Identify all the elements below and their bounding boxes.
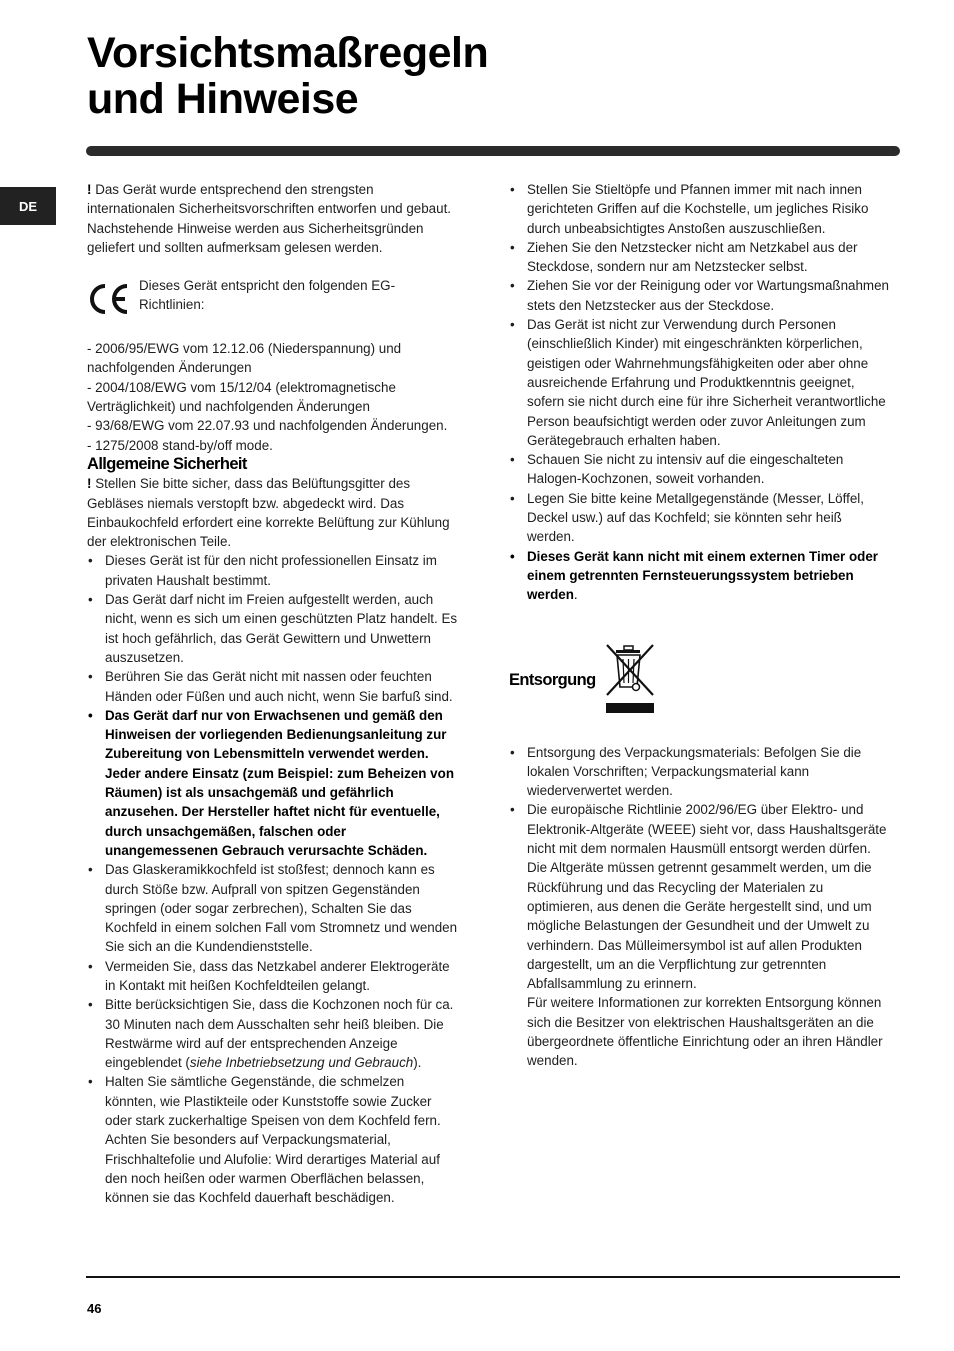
safety-list xyxy=(87,551,459,1207)
intro-text: Das Gerät wurde entsprechend den strengsten internationalen Sicherheitsvorschriften entworfen und gebaut. Nachstehende Hinweise werden aus Sicherheitsgründen geliefert und sollten aufmerksam gelesen werden. xyxy=(87,182,452,255)
list-item-important xyxy=(509,547,889,605)
list-item: • Die europäische Richtlinie 2002/96/EG über Elektro- und Elektronik-Altgeräte (WEEE) sieht vor, dass Haushaltsgeräte nicht mit dem normalen Hausmüll entsorgt werden dürfen. Die Altgeräte müssen getrennt gesammelt werden, um die Rückführung und das Recycling der Materialen zu optimieren, aus denen die Geräte hergestellt sind, und um mögliche Belastungen der Gesundheit und der Umwelt zu verhindern. Das Mülleimersymbol ist auf allen Produkten dargestellt, um an die Verpflichtung zur getrennten Abfallsammlung zu erinnern. xyxy=(509,800,889,993)
list-item: • Stellen Sie Stieltöpfe und Pfannen immer mit nach innen gerichteten Griffen auf die Kochstelle, um jegliches Risiko durch unbeabsichtigtes Anstoßen auszuschließen. xyxy=(509,180,889,238)
crossed-out-wheelie-bin-icon xyxy=(602,641,658,715)
page-title-line-2: und Hinweise xyxy=(87,75,359,123)
ce-conformity xyxy=(87,276,459,317)
safety-intro-text: Stellen Sie bitte sicher, dass das Belüftungsgitter des Gebläses niemals verstopft bzw. abgedeckt wird. Das Einbaukochfeld erfordert eine korrekte Belüftung zur Kühlung der elektronischen Teile. xyxy=(87,476,450,550)
list-item: • Vermeiden Sie, dass das Netzkabel anderer Elektrogeräte in Kontakt mit heißen Kochfeldteilen gelangt. xyxy=(87,957,459,996)
directive-item: - 93/68/EWG vom 22.07.93 und nachfolgenden Änderungen. xyxy=(87,418,448,434)
disposal-note: Für weitere Informationen zur korrekten Entsorgung können sich die Besitzer von elektrischen Haushaltsgeräten an die übergeordnete öffentliche Einrichtung oder an ihren Händler wenden. xyxy=(527,995,883,1069)
page-title-line-1: Vorsichtsmaßregeln xyxy=(87,29,489,77)
list-item-text: Bitte berücksichtigen Sie, dass die Kochzonen noch für ca. 30 Minuten nach dem Ausschalten sehr heiß bleiben. Die Restwärme wird auf der entsprechenden Anzeige eingeblendet ( xyxy=(105,997,454,1071)
list-item-text-end: ). xyxy=(413,1055,422,1071)
intro-paragraph xyxy=(87,180,459,257)
cross-reference: siehe Inbetriebsetzung und Gebrauch xyxy=(189,1055,414,1071)
directive-item: - 2006/95/EWG vom 12.12.06 (Niederspannung) und nachfolgenden Änderungen xyxy=(87,341,402,376)
page-number: 46 xyxy=(87,1301,102,1316)
disposal-heading: Entsorgung xyxy=(509,671,596,690)
directive-item: - 2004/108/EWG vom 15/12/04 (elektromagnetische Verträglichkeit) und nachfolgenden Änderungen xyxy=(87,379,396,415)
list-item: • Halten Sie sämtliche Gegenstände, die schmelzen könnten, wie Plastikteile oder Kunststoffe sowie Zucker oder stark zuckerhaltige Speisen von dem Kochfeld fern. Achten Sie besonders auf Verpackungsmaterial, Frischhaltefolie und Alufolie: Wird derartiges Material auf den noch heißen oder warmen Oberflächen belassen, können sie das Kochfeld dauerhaft beschädigen. xyxy=(87,1072,459,1207)
list-item-text-end: . xyxy=(573,587,578,603)
list-item: • Ziehen Sie vor der Reinigung oder vor Wartungsmaßnahmen stets den Netzstecker aus der Steckdose. xyxy=(509,276,889,315)
list-item: • Das Glaskeramikkochfeld ist stoßfest; dennoch kann es durch Stöße bzw. Aufprall von spitzen Gegenständen springen (oder sogar zerbrechen), Schalten Sie das Kochfeld in einem solchen Fall vom Stromnetz und wenden Sie sich an die Kundendienststelle. xyxy=(87,860,459,956)
list-item: • Schauen Sie nicht zu intensiv auf die eingeschalteten Halogen-Kochzonen, soweit vorhanden. xyxy=(509,450,889,489)
list-item-important: • Das Gerät darf nur von Erwachsenen und gemäß den Hinweisen der vorliegenden Bedienungsanleitung zur Zubereitung von Lebensmitteln verwendet werden. Jeder andere Einsatz (zum Beispiel: zum Beheizen von Räumen) ist als unsachgemäß und gefährlich anzusehen. Der Hersteller haftet nicht für eventuelle, durch unsachgemäßen, falschen oder unangemessenen Gebrauch verursachte Schäden. xyxy=(87,706,459,860)
warning-mark: ! xyxy=(87,182,92,197)
directive-list xyxy=(87,339,459,455)
list-item: • Dieses Gerät ist für den nicht professionellen Einsatz im privaten Haushalt bestimmt. xyxy=(87,551,459,590)
directive-item: - 1275/2008 stand-by/off mode. xyxy=(87,437,273,453)
list-item: • Entsorgung des Verpackungsmaterials: Befolgen Sie die lokalen Vorschriften; Verpackungsmaterial kann wiederverwertet werden. xyxy=(509,743,889,801)
disposal-list xyxy=(509,743,889,994)
ce-mark-icon xyxy=(87,281,131,317)
list-item-text: Dieses Gerät kann nicht mit einem externen Timer oder einem getrennten Fernsteuerungssystem betrieben werden xyxy=(527,548,879,603)
ce-text: Dieses Gerät entspricht den folgenden EG-Richtlinien: xyxy=(139,278,396,313)
list-item: • Berühren Sie das Gerät nicht mit nassen oder feuchten Händen oder Füßen und auch nicht, wenn Sie barfuß sind. xyxy=(87,667,459,706)
page-title xyxy=(87,30,488,122)
list-item: • Ziehen Sie den Netzstecker nicht am Netzkabel aus der Steckdose, sondern nur am Netzstecker selbst. xyxy=(509,238,889,277)
safety-intro xyxy=(87,474,459,551)
list-item xyxy=(87,995,459,1072)
safety-heading: Allgemeine Sicherheit xyxy=(87,454,247,473)
list-item: • Das Gerät ist nicht zur Verwendung durch Personen (einschließlich Kinder) mit eingeschränkten körperlichen, geistigen oder Wahrnehmungsfähigkeiten oder aber ohne ausreichende Erfahrung und Produktkenntnis geeignet, sofern sie nicht durch eine für ihre Sicherheit verantwortliche Person beaufsichtigt werden oder zuvor Anleitungen zum Gerätegebrauch erhalten haben. xyxy=(509,315,889,450)
right-column xyxy=(509,180,889,1071)
list-item: • Das Gerät darf nicht im Freien aufgestellt werden, auch nicht, wenn es sich um einen geschützten Platz handelt. Es ist hoch gefährlich, das Gerät Gewittern und Unwettern auszusetzen. xyxy=(87,590,459,667)
language-tab: DE xyxy=(0,187,56,225)
warning-mark: ! xyxy=(87,476,92,492)
safety-list-continued xyxy=(509,180,889,605)
disposal-header xyxy=(509,641,889,715)
left-column xyxy=(87,180,459,1208)
list-item: • Legen Sie bitte keine Metallgegenstände (Messer, Löffel, Deckel usw.) auf das Kochfeld; sie könnten sehr heiß werden. xyxy=(509,489,889,547)
footer-divider xyxy=(86,1276,900,1278)
header-divider xyxy=(86,146,900,156)
